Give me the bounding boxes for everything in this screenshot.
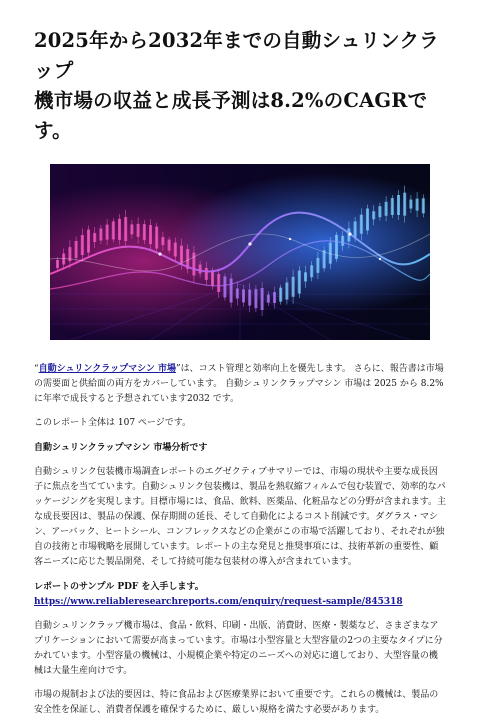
sample-label: レポートのサンプル PDF を入手します。 bbox=[34, 582, 204, 592]
candle-body bbox=[118, 219, 121, 240]
candle-body bbox=[242, 289, 245, 302]
candle-body bbox=[292, 277, 295, 297]
candle-body bbox=[161, 237, 164, 245]
document-page bbox=[34, 26, 446, 718]
candle-body bbox=[273, 292, 276, 303]
candle-body bbox=[366, 208, 369, 230]
market-link[interactable]: 自動シュリンクラップマシン 市場 bbox=[38, 364, 176, 374]
candle-body bbox=[56, 260, 59, 268]
candle-body bbox=[217, 274, 220, 292]
candle-body bbox=[180, 246, 183, 263]
title-line-2: 機市場の収益と成長予測は8.2%のCAGRです。 bbox=[34, 89, 428, 142]
candle-body bbox=[230, 278, 233, 302]
candle-body bbox=[279, 288, 282, 302]
candle-body bbox=[124, 217, 127, 241]
candle-body bbox=[155, 227, 158, 249]
regulation-paragraph: 市場の規制および法的要因は、特に食品および医療業界において重要です。これらの機械は、製品の安全性を保証し、消費者保護を確保するために、厳しい規格を満たす必要があります。 bbox=[34, 690, 439, 715]
candle-body bbox=[397, 195, 400, 215]
intro-paragraph: “自動シュリンクラップマシン 市場”は、コスト管理と効率向上を優先します。 さらに、報告書は市場の需要面と供給面の両方をカバーしています。 自動シュリンクラップマシン 市場は 2025 から 8.2% に年率で成長すると予想されています2032 です。 bbox=[34, 364, 444, 404]
candle-body bbox=[62, 254, 65, 265]
candle-body bbox=[137, 224, 140, 237]
candle-body bbox=[341, 236, 344, 246]
candle-body bbox=[174, 242, 177, 256]
title-line-1: 2025年から2032年までの自動シュリンクラップ bbox=[34, 29, 439, 82]
candle-body bbox=[323, 250, 326, 268]
candle-body bbox=[87, 230, 90, 253]
candle-body bbox=[310, 265, 313, 277]
candle-body bbox=[106, 225, 109, 240]
candle-body bbox=[236, 288, 239, 298]
candle-body bbox=[416, 199, 419, 211]
applications-paragraph: 自動シュリンクラップ機市場は、食品・飲料、印刷・出版、消費財、医療・製薬など、さまざまなアプリケーションにおいて需要が高まっています。市場は小型容量と大型容量の2つの主要なタイプに分かれています。小型容量の機械は、小規模企業や特定のニーズへの対応に適しており、大型容量の機械は大量生産向けです。 bbox=[34, 621, 443, 676]
candle-body bbox=[75, 241, 78, 258]
candle-body bbox=[391, 198, 394, 215]
candle-body bbox=[403, 193, 406, 216]
hero-image-stock-chart bbox=[50, 164, 430, 340]
sample-request bbox=[34, 580, 446, 610]
candle-body bbox=[354, 221, 357, 237]
candle-body bbox=[99, 229, 102, 241]
candle-body bbox=[261, 288, 264, 310]
candle-body bbox=[285, 283, 288, 300]
candle-body bbox=[149, 225, 152, 244]
candle-body bbox=[93, 233, 96, 242]
candle-body bbox=[81, 235, 84, 255]
candle-body bbox=[168, 240, 171, 251]
page-title bbox=[34, 26, 446, 146]
candle-body bbox=[409, 200, 412, 209]
candle-body bbox=[316, 258, 319, 273]
candle-body bbox=[360, 215, 363, 234]
candle-body bbox=[112, 221, 115, 239]
candle-body bbox=[422, 198, 425, 213]
candle-body bbox=[143, 224, 146, 240]
candle-body bbox=[254, 289, 257, 308]
candle-body bbox=[304, 272, 307, 281]
candle-body bbox=[267, 295, 270, 303]
candle-body bbox=[130, 224, 133, 234]
candle-body bbox=[298, 271, 301, 294]
section-heading: 自動シュリンクラップマシン 市場分析です bbox=[34, 443, 208, 453]
sample-link[interactable]: https://www.reliableresearchreports.com/enquiry/request-sample/845318 bbox=[34, 597, 403, 607]
candle-body bbox=[199, 265, 202, 274]
candle-body bbox=[211, 271, 214, 286]
analysis-paragraph: 自動シュリンク包装機市場調査レポートのエグゼクティブサマリーでは、市場の現状や主要な成長因子に焦点を当てています。自動シュリンク包装機は、製品を熱収縮フィルムで包む装置で、効率的なパッケージングを実現します。目標市場には、食品、飲料、医薬品、化粧品などの分野が含まれます。主な成長要因は、製品の保護、保存期間の延長、そして自動化によるコスト削減です。ダグラス・マシン、アーバック、ヒートシール、コンフレックスなどの企業がこの市場で活躍しており、それぞれが独自の技術と市場戦略を展開しています。レポートの主な発見と推奨事項には、技術革新の重要性、顧客ニーズに応じた製品開発、そして持続可能な包装材の導入が含まれています。 bbox=[34, 467, 446, 567]
candle-body bbox=[378, 206, 381, 217]
candle-body bbox=[223, 276, 226, 297]
page-count-paragraph: このレポート全体は 107 ページです。 bbox=[34, 418, 192, 428]
candle-body bbox=[248, 290, 251, 306]
candle-body bbox=[385, 202, 388, 216]
candle-body bbox=[205, 268, 208, 280]
candle-body bbox=[372, 211, 375, 219]
